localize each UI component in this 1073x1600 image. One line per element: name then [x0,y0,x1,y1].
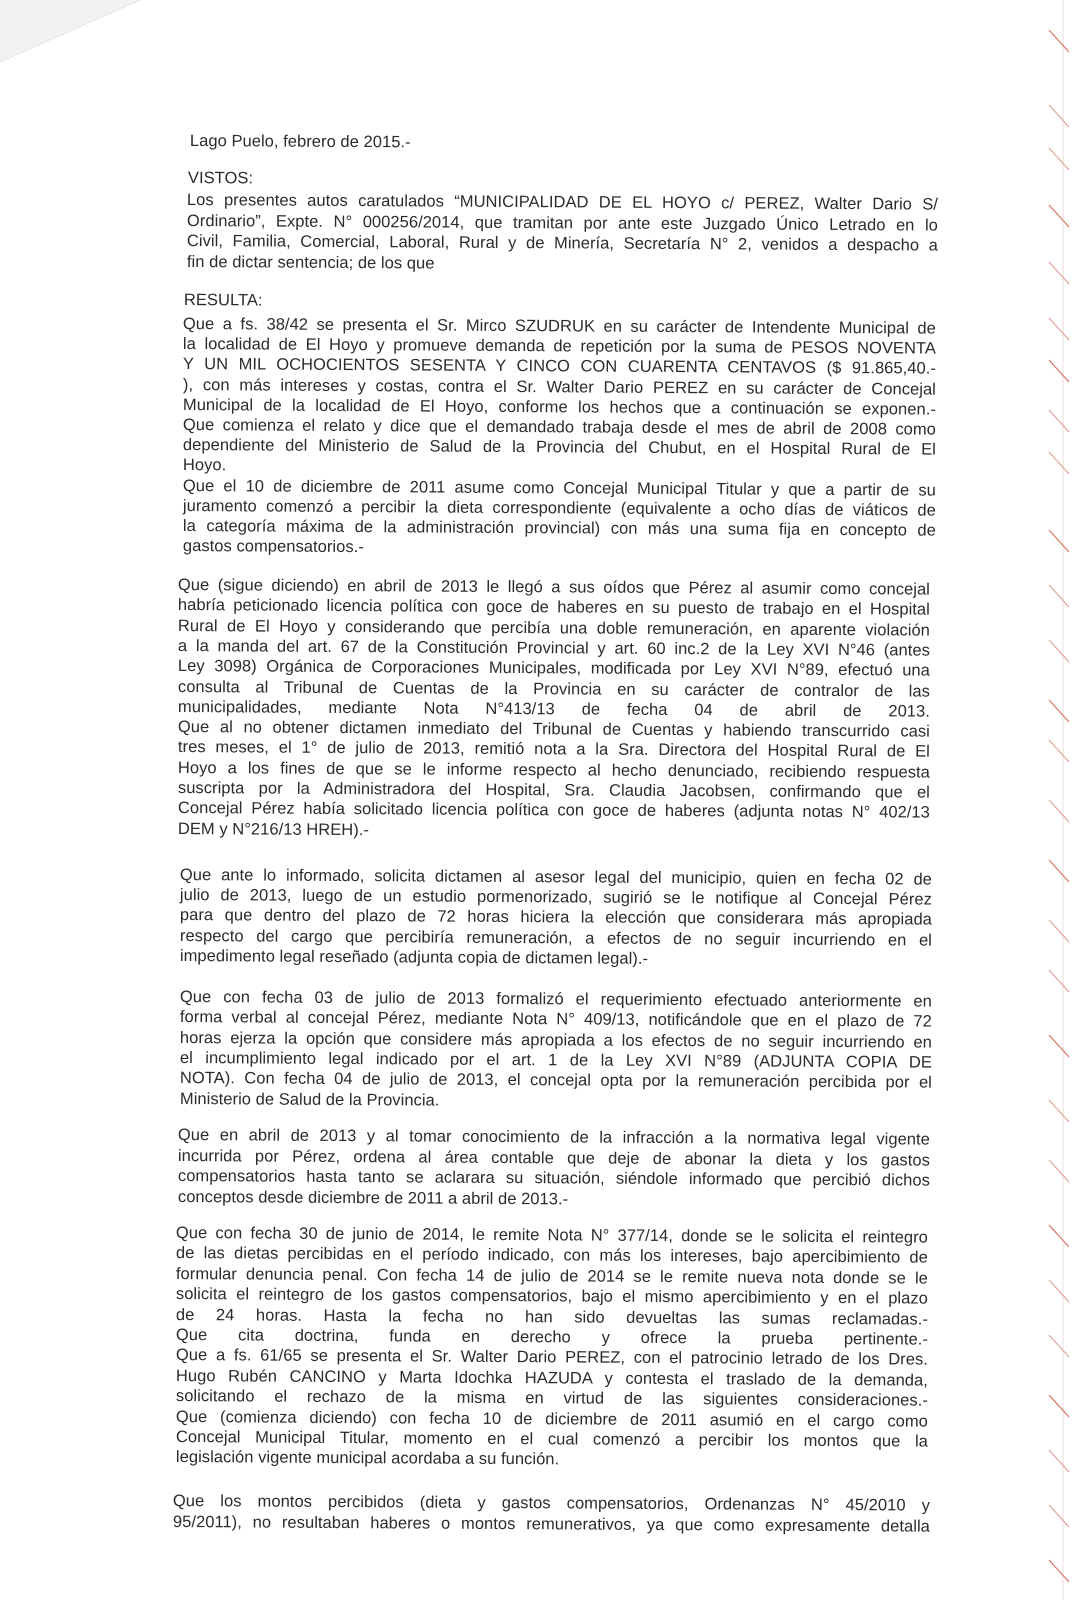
para-licencia-line: Ley 3098) Orgánica de Corporaciones Municipales, modificada por Ley XVI N°89, efectuó una [177,657,930,680]
para-licencia-line: suscripta por la Administradora del Hospital, Sra. Claudia Jacobsen, confirmando que el [177,779,930,802]
edge-tick-mark [1049,1280,1069,1302]
para-infraccion-line: compensatorios hasta tanto se aclarara su situación, siéndole informado que percibió dichos [177,1167,930,1190]
resulta-lines-line: Municipal de la localidad de El Hoyo, conforme los hechos que a continuación se exponen.- [182,395,936,419]
para-infraccion-line: Que en abril de 2013 y al tomar conocimiento de la infracción a la normativa legal vigente [177,1126,930,1149]
para-licencia-line: Hoyo a los fines de que se le informe respecto al hecho denunciado, recibiendo respuesta [177,758,930,782]
para-requerimiento-line: el incumplimiento legal indicado por el art. 1 de la Ley XVI N°89 (ADJUNTA COPIA DE [179,1048,932,1072]
para-reintegro-line: formular denuncia penal. Con fecha 14 de julio de 2014 se le remite nueva nota donde se le [175,1264,928,1288]
para-reintegro-line: Que con fecha 30 de junio de 2014, le remite Nota N° 377/14, donde se le solicita el reintegro [175,1224,928,1247]
vistos-heading-line: VISTOS: [187,168,254,188]
vistos-lines-line: Ordinario”, Expte. N° 000256/2014, que tramitan por ante este Juzgado Único Letrado en lo [186,211,938,235]
para-dictamen-line: julio de 2013, luego de un estudio pormenorizado, sugirió se le notifique al Concejal Pérez [179,886,932,909]
edge-tick-mark [1049,1395,1069,1417]
para-licencia-line: Que (sigue diciendo) en abril de 2013 le llegó a sus oídos que Pérez al asumir como concejal [177,576,930,599]
edge-tick-mark [1049,1560,1069,1582]
resulta-lines-line: Que comienza el relato y dice que el demandado trabaja desde el mes de abril de 2008 como [182,415,936,439]
resulta-lines-line: la localidad de El Hoyo y promueve demanda de repetición por la suma de PESOS NOVENTA [182,335,936,358]
edge-tick-mark [1049,452,1069,474]
edge-tick-mark [1049,700,1069,722]
para-dictamen-line: Que ante lo informado, solicita dictamen al asesor legal del municipio, quien en fecha 02 de [179,866,932,889]
para-dictamen-line: respecto del cargo que percibiría remuneración, a efectos de no seguir incurriendo en el [179,926,932,950]
edge-tick-mark [1049,920,1069,942]
para-reintegro-line: Concejal Municipal Titular, momento en el cual comenzó a percibir los montos que la [175,1428,928,1451]
para-licencia-line: municipalidades, mediante Nota N°413/13 de fecha 04 de abril de 2013. [177,697,930,721]
resulta-lines-line: juramento comenzó a percibir la dieta correspondiente (equivalente a ocho días de viáticos de [182,496,936,520]
resulta-lines-line: Y UN MIL OCHOCIENTOS SESENTA Y CINCO CON CUARENTA CENTAVOS ($ 91.865,40.- [182,355,936,378]
para-reintegro-line: Que cita doctrina, funda en derecho y ofrece la prueba pertinente.- [175,1326,928,1349]
vistos-lines-line: fin de dictar sentencia; de los que [186,252,435,273]
para-reintegro-line: legislación vigente municipal acordaba a su función. [175,1448,560,1469]
para-licencia-line: consulta al Tribunal de Cuentas de la Provincia en su carácter de contralor de las [177,677,930,701]
para-reintegro-line: de 24 horas. Hasta la fecha no han sido devueltas las sumas reclamadas.- [175,1305,928,1329]
para-requerimiento-line: horas ejerza la opción que considere más apropiada a los efectos de no seguir incurriendo en [179,1028,932,1052]
para-licencia-line: Que al no obtener dictamen inmediato del Tribunal de Cuentas y habiendo transcurrido casi [177,718,930,741]
edge-tick-mark [1049,1160,1069,1182]
edge-tick-mark [1049,262,1069,284]
para-montos-line: Que los montos percibidos (dieta y gastos compensatorios, Ordenanzas N° 45/2010 y [172,1492,930,1515]
edge-tick-mark [1049,1035,1069,1057]
para-requerimiento-line: forma verbal al concejal Pérez, mediante Nota N° 409/13, notificándole que en el plazo de 72 [179,1008,932,1031]
edge-tick-mark [1049,105,1069,127]
para-licencia-line: Concejal Pérez había solicitado licencia política con goce de haberes (adjunta notas N° 402/13 [177,799,930,822]
edge-tick-mark [1049,585,1069,607]
resulta-lines-line: la categoría máxima de la administración provincial) con más una suma fija en concepto de [182,517,936,540]
resulta-lines-line: dependiente del Ministerio de Salud de la Provincia del Chubut, en el Hospital Rural de El [182,436,936,459]
para-dictamen-line: para que dentro del plazo de 72 horas hiciera la elección que considerara más apropiada [179,906,932,929]
edge-tick-mark [1049,1450,1069,1472]
edge-tick-mark [1049,205,1069,227]
para-licencia-line: habría peticionado licencia política con goce de haberes en su puesto de trabajo en el Hospital [177,596,930,619]
edge-tick-mark [1049,800,1069,822]
para-licencia-line: tres meses, el 1° de julio de 2013, remitió nota a la Sra. Directora del Hospital Rural de El [177,738,930,761]
para-reintegro-line: solicita el reintegro de los gastos compensatorios, bajo el mismo apercibimiento y en el plazo [175,1285,928,1308]
edge-tick-mark [1049,860,1069,882]
para-infraccion-line: conceptos desde diciembre de 2011 a abril de 2013.- [177,1187,569,1208]
resulta-lines-line: Que a fs. 38/42 se presenta el Sr. Mirco SZUDRUK en su carácter de Intendente Municipal de [182,314,936,338]
edge-tick-mark [1049,740,1069,762]
para-dictamen-line: impedimento legal reseñado (adjunta copia de dictamen legal).- [179,946,649,968]
edge-tick-mark [1049,970,1069,992]
resulta-lines-line: Hoyo. [182,456,227,475]
edge-tick-mark [1049,530,1069,552]
edge-tick-mark [1049,30,1069,52]
para-infraccion-line: incurrida por Pérez, ordena al área contable que deje de abonar la dieta y los gastos [177,1146,930,1170]
para-licencia-line: DEM y N°216/13 HREH).- [177,819,370,839]
edge-tick-mark [1049,318,1069,340]
para-reintegro-line: de las dietas percibidas en el período indicado, con más los intereses, bajo apercibimiento de [175,1244,928,1267]
edge-tick-mark [1049,1225,1069,1247]
right-edge-binding-marks [1033,0,1073,1600]
edge-tick-mark [1049,640,1069,662]
para-montos-line: 95/2011), no resultaban haberes o montos remunerativos, ya que como expresamente detalla [172,1512,930,1536]
para-requerimiento-line: Que con fecha 03 de julio de 2013 formalizó el requerimiento efectuado anteriormente en [179,988,932,1011]
resulta-lines-line: gastos compensatorios.- [182,537,364,557]
vistos-lines-line: Civil, Familia, Comercial, Laboral, Rural y de Minería, Secretaría N° 2, venidos a despacho a [186,231,938,255]
para-requerimiento-line: Ministerio de Salud de la Provincia. [179,1089,440,1110]
vistos-lines-line: Los presentes autos caratulados “MUNICIPALIDAD DE EL HOYO c/ PEREZ, Walter Dario S/ [186,190,938,214]
resulta-heading-line: RESULTA: [183,290,263,310]
para-reintegro-line: Que (comienza diciendo) con fecha 10 de diciembre de 2011 asumió en el cargo como [175,1407,928,1431]
para-reintegro-line: Hugo Rubén CANCINO y Marta Idochka HAZUDA y contesta el traslado de la demanda, [175,1366,928,1390]
edge-tick-mark [1049,360,1069,382]
edge-tick-mark [1049,1505,1069,1527]
para-reintegro-line: solicitando el rechazo de la misma en virtud de las siguientes consideraciones.- [175,1387,928,1410]
para-licencia-line: a la manda del art. 67 de la Constitución Provincial y art. 60 inc.2 de la Ley XVI N°46 (antes [177,636,930,660]
resulta-lines-line: Que el 10 de diciembre de 2011 asume como Concejal Municipal Titular y que a partir de su [182,476,936,500]
para-licencia-line: Rural de El Hoyo y considerando que percibía una doble remuneración, en aparente violación [177,616,930,640]
resulta-lines-line: ), con más intereses y costas, contra el Sr. Walter Dario PEREZ en su carácter de Concejal [182,375,936,399]
para-requerimiento-line: NOTA). Con fecha 04 de julio de 2013, el concejal opta por la remuneración percibida por el [179,1069,932,1092]
page-fold-shadow [0,0,220,80]
para-reintegro-line: Que a fs. 61/65 se presenta el Sr. Walter Dario PEREZ, con el patrocinio letrado de los Dres. [175,1346,928,1369]
edge-tick-mark [1049,1100,1069,1122]
edge-tick-mark [1049,410,1069,432]
edge-tick-mark [1049,148,1069,170]
edge-tick-mark [1049,1335,1069,1357]
place-date-line: Lago Puelo, febrero de 2015.- [189,131,411,152]
